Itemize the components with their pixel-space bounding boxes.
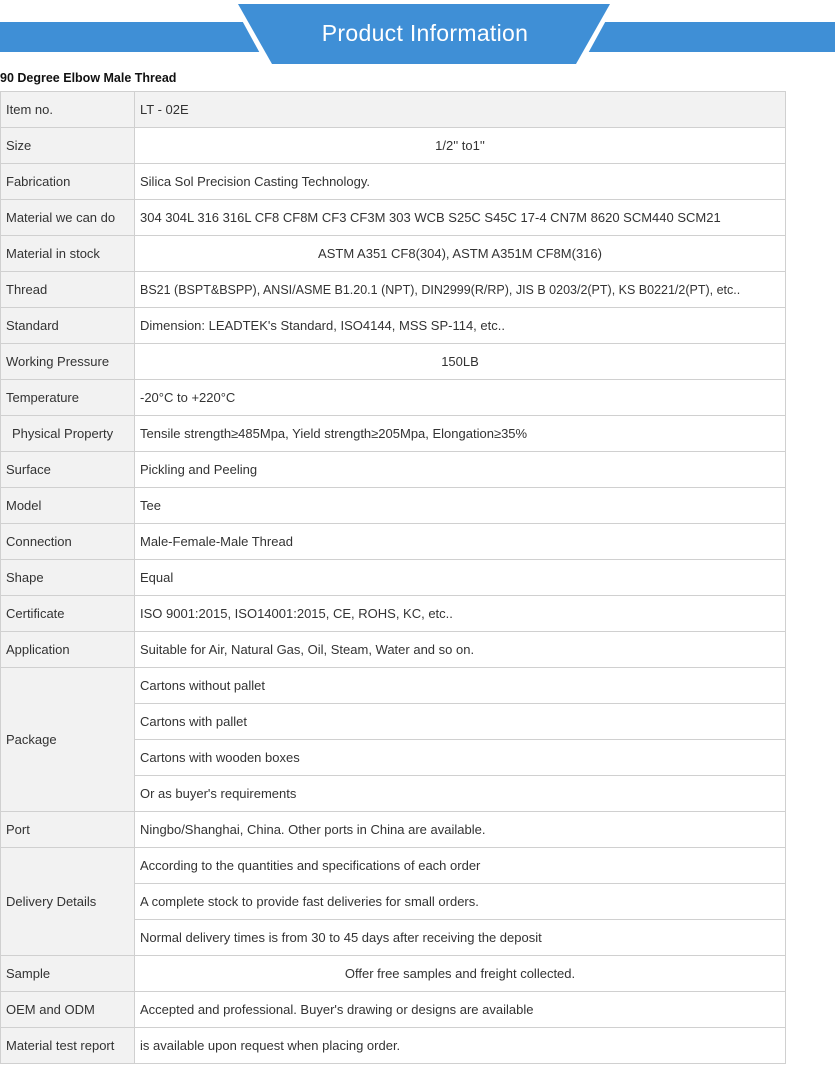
row-value: -20°C to +220°C	[135, 380, 786, 416]
row-value: Accepted and professional. Buyer's drawing or designs are available	[135, 992, 786, 1028]
row-value: Tensile strength≥485Mpa, Yield strength≥205Mpa, Elongation≥35%	[135, 416, 786, 452]
table-row-connection	[1, 524, 786, 560]
row-label: Fabrication	[1, 164, 135, 200]
table-row-delivery	[1, 848, 786, 884]
row-label: Temperature	[1, 380, 135, 416]
row-label: Material we can do	[1, 200, 135, 236]
row-value: A complete stock to provide fast deliveries for small orders.	[135, 884, 786, 920]
row-value: Cartons without pallet	[135, 668, 786, 704]
row-label: OEM and ODM	[1, 992, 135, 1028]
table-row-application	[1, 632, 786, 668]
row-value: BS21 (BSPT&BSPP), ANSI/ASME B1.20.1 (NPT), DIN2999(R/RP), JIS B 0203/2(PT), KS B0221/2(PT), etc..	[135, 272, 786, 308]
row-label: Item no.	[1, 92, 135, 128]
row-value: Tee	[135, 488, 786, 524]
row-label: Thread	[1, 272, 135, 308]
row-value: Pickling and Peeling	[135, 452, 786, 488]
row-label: Material in stock	[1, 236, 135, 272]
row-label: Surface	[1, 452, 135, 488]
table-row-standard	[1, 308, 786, 344]
row-value: 150LB	[135, 344, 786, 380]
table-row-size	[1, 128, 786, 164]
row-value: is available upon request when placing order.	[135, 1028, 786, 1064]
table-row-surface	[1, 452, 786, 488]
table-row-material-stock	[1, 236, 786, 272]
banner-title: Product Information	[321, 20, 529, 46]
row-label: Shape	[1, 560, 135, 596]
row-value: LT - 02E	[135, 92, 786, 128]
table-row-port	[1, 812, 786, 848]
row-label: Certificate	[1, 596, 135, 632]
row-value: ASTM A351 CF8(304), ASTM A351M CF8M(316)	[135, 236, 786, 272]
row-value: Normal delivery times is from 30 to 45 days after receiving the deposit	[135, 920, 786, 956]
table-row-model	[1, 488, 786, 524]
row-label: Physical Property	[1, 416, 135, 452]
table-row-working-pressure	[1, 344, 786, 380]
row-value: Or as buyer's requirements	[135, 776, 786, 812]
table-row-package	[1, 668, 786, 704]
row-label: Delivery Details	[1, 848, 135, 956]
row-label: Port	[1, 812, 135, 848]
row-value: Equal	[135, 560, 786, 596]
table-row-sample	[1, 956, 786, 992]
table-row-shape	[1, 560, 786, 596]
product-title: 90 Degree Elbow Male Thread	[0, 71, 177, 85]
row-value: Suitable for Air, Natural Gas, Oil, Steam, Water and so on.	[135, 632, 786, 668]
row-label: Material test report	[1, 1028, 135, 1064]
table-row-test-report	[1, 1028, 786, 1064]
row-value: Dimension: LEADTEK's Standard, ISO4144, MSS SP-114, etc..	[135, 308, 786, 344]
table-row-temperature	[1, 380, 786, 416]
row-label: Standard	[1, 308, 135, 344]
row-value: According to the quantities and specifications of each order	[135, 848, 786, 884]
table-row-fabrication	[1, 164, 786, 200]
row-label: Sample	[1, 956, 135, 992]
table-row-physical-property	[1, 416, 786, 452]
row-value: Silica Sol Precision Casting Technology.	[135, 164, 786, 200]
row-value: ISO 9001:2015, ISO14001:2015, CE, ROHS, KC, etc..	[135, 596, 786, 632]
table-row-thread	[1, 272, 786, 308]
table-row-oem-odm	[1, 992, 786, 1028]
row-label: Working Pressure	[1, 344, 135, 380]
row-label: Model	[1, 488, 135, 524]
row-value: Offer free samples and freight collected.	[135, 956, 786, 992]
table-row-item-no	[1, 92, 786, 128]
row-label: Package	[1, 668, 135, 812]
row-value: Ningbo/Shanghai, China. Other ports in China are available.	[135, 812, 786, 848]
table-row-material	[1, 200, 786, 236]
row-label: Connection	[1, 524, 135, 560]
row-value: Cartons with wooden boxes	[135, 740, 786, 776]
table-row-certificate	[1, 596, 786, 632]
row-value: Cartons with pallet	[135, 704, 786, 740]
row-label: Size	[1, 128, 135, 164]
product-information-banner	[0, 0, 835, 70]
row-value: 1/2'' to1''	[135, 128, 786, 164]
product-spec-table	[0, 91, 786, 1064]
row-value: Male-Female-Male Thread	[135, 524, 786, 560]
row-value: 304 304L 316 316L CF8 CF8M CF3 CF3M 303 WCB S25C S45C 17-4 CN7M 8620 SCM440 SCM21	[135, 200, 786, 236]
row-label: Application	[1, 632, 135, 668]
